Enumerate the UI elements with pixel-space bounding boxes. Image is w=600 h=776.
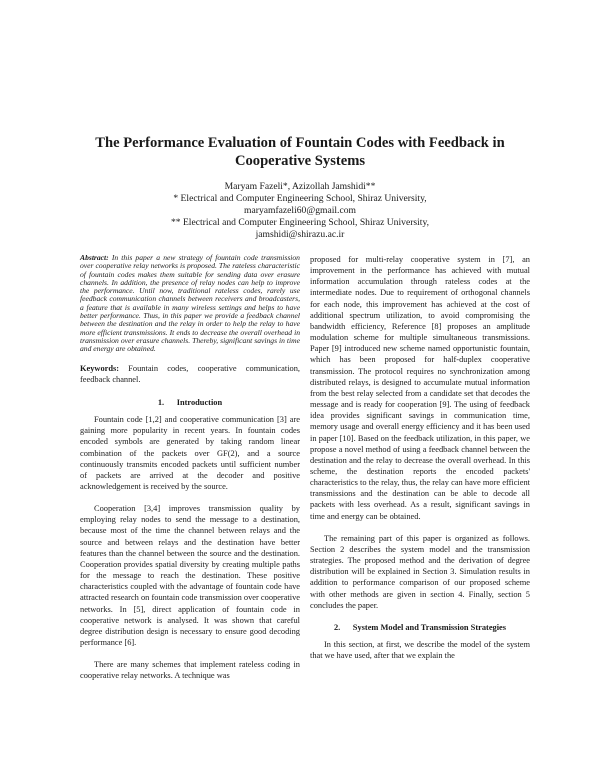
left-column [80, 254, 300, 681]
author-block [100, 181, 500, 241]
intro-paragraph-1: Fountain code [1,2] and cooperative communication [3] are gaining more popularity in recent years. In fountain codes encoded symbols are generated by taking random linear combination of the packets over GF(2), and a source continuously transmits encoded packets until sufficient number of packets are arrived at the decoder and positive acknowledgement is received by the source. [80, 415, 300, 491]
keywords-text: Fountain codes, cooperative communication, feedback channel. [80, 363, 300, 384]
author-affiliation-2: ** Electrical and Computer Engineering School, Shiraz University, [170, 216, 430, 228]
author-email-1: maryamfazeli60@gmail.com [244, 204, 356, 216]
abstract-text: In this paper a new strategy of fountain code transmission over cooperative relay networks is proposed. The rateless characteristic of fountain codes makes them suitable for sending data over erasure channels. In addition, the presence of relay nodes can help to improve the performance. Until now, traditional rateless codes, rarely use feedback communication channels between receivers and broadcasters, a feature that is available in many wireless settings and helps to have better performance. Thus, in this paper we provide a feedback channel between the destination and the relay in order to help the relay to have more efficient transmissions. It ends to decrease the overall overhead in transmission over erasure channels. Thereby, significant savings in time and energy are obtained. [80, 253, 300, 354]
intro-paragraph-3: There are many schemes that implement rateless coding in cooperative relay networks. A technique was [80, 660, 300, 681]
right-column [310, 254, 530, 661]
keywords [80, 363, 300, 385]
author-names: Maryam Fazeli*, Azizollah Jamshidi** [224, 181, 376, 192]
section-1-heading: 1. Introduction [157, 397, 223, 407]
section-2-paragraph-1: In this section, at first, we describe the model of the system that we have used, after that we explain the [310, 640, 530, 661]
abstract-label: Abstract: [80, 253, 109, 262]
author-affiliation-1: * Electrical and Computer Engineering School, Shiraz University, [173, 192, 427, 204]
keywords-label: Keywords: [80, 363, 120, 373]
author-email-2: jamshidi@shirazu.ac.ir [255, 228, 345, 240]
intro-paragraph-4: The remaining part of this paper is organized as follows. Section 2 describes the system model and the transmission strategies. The proposed method and the derivation of degree distribution will be explained in Section 3. Simulation results in addition to performance comparison of our proposed scheme with other methods are given in section 4. Finally, section 5 concludes the paper. [310, 533, 530, 610]
section-2-heading: 2. System Model and Transmission Strategies [333, 622, 507, 632]
intro-paragraph-3-continued: proposed for multi-relay cooperative system in [7], an improvement in the performance has achieved with mutual information accumulation through rateless codes at the intermediate nodes. Due to requirement of orthogonal channels for each node, this improvement has achieved at the cost of additional spectrum utilization, to avoid compromising the bandwidth efficiency, Reference [8] proposes an amplitude modulation scheme for multiple simultaneous transmissions. Paper [9] introduced new scheme named opportunistic fountain, which has been proposed for half-duplex cooperative transmission. The protocol requires no synchronization among distributed relays, is designed to accumulate mutual information from the best relay selected from a candidate set that decodes the message and is ready for cooperation [9]. The using of feedback idea provides significant savings in communication time, memory usage and overall energy efficiency and it has been used in paper [10]. Based on the feedback utilization, in this paper, we propose a novel method of using a feedback channel between the destination and the relay to decrease the overall overhead. In this scheme, the destination reports the encoded packets' characteristics to the relay, thus, the relay can have more efficient transmissions and the destination can be able to decode all packets with less overhead. As a result, significant savings in time and energy can be obtained. [310, 255, 530, 521]
intro-paragraph-2: Cooperation [3,4] improves transmission quality by employing relay nodes to send the message to a destination, because most of the time the channel between relays and the source and between relays and the destination have better features than the channel between the source and the destination. Cooperation provides spatial diversity by creating multiple paths for the message to reach the destination. These positive characteristics coupled with the advantage of fountain code have attracted research on fountain code transmission over cooperative networks. In [5], direct application of fountain code in cooperative network is analysed. It was shown that careful degree distribution design is necessary to ensure good decoding performance [6]. [80, 504, 300, 647]
paper-title: The Performance Evaluation of Fountain Codes with Feedback in Cooperative Systems [95, 135, 505, 169]
abstract [80, 254, 300, 354]
